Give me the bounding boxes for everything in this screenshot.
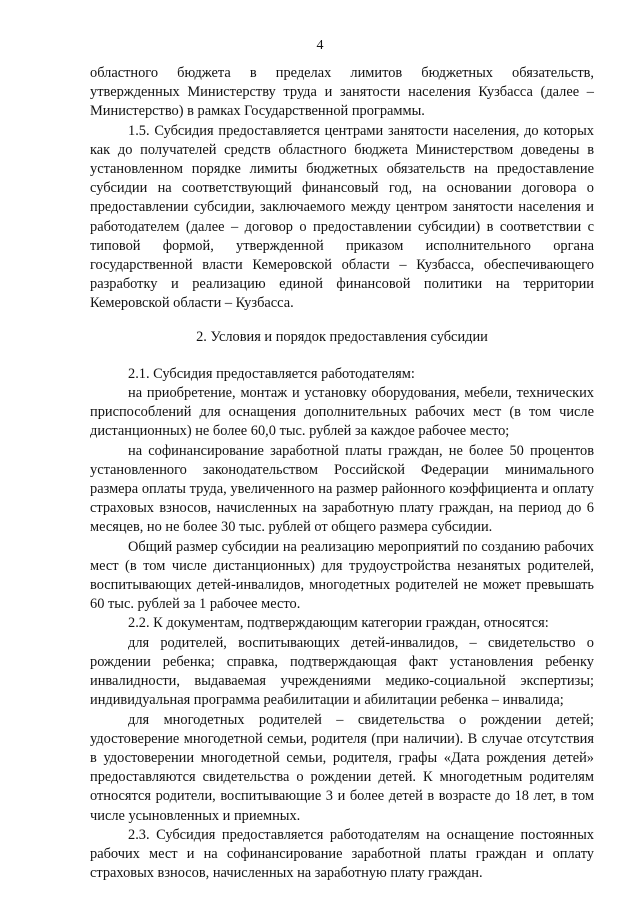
page-number: 4 [316, 38, 324, 53]
paragraph-2-1: 2.1. Субсидия предоставляется работодателям: [128, 365, 415, 382]
paragraph-equipment: на приобретение, монтаж и установку оборудования, мебели, технических приспособлений для оснащения дополнительных рабочих мест (в том числе дистанционных) не более 60,0 тыс. рублей за каждое рабочее место; [90, 385, 594, 440]
paragraph-cofinancing: на софинансирование заработной платы граждан, не более 50 процентов установленного законодательством Российской Федерации минимального размера оплаты труда, увеличенного на размер районного коэффициента и оплату страховых взносов, начисленных на заработную плату граждан, на период до 6 месяцев, но не более 30 тыс. рублей от общего размера субсидии. [90, 442, 594, 536]
paragraph-total-subsidy: Общий размер субсидии на реализацию мероприятий по созданию рабочих мест (в том числе дистанционных) для трудоустройства незанятых родителей, воспитывающих детей-инвалидов, многодетных родителей не может превышать 60 тыс. рублей за 1 рабочее место. [90, 538, 594, 613]
document-body [90, 64, 594, 883]
paragraph-large-family-docs: для многодетных родителей – свидетельства о рождении детей; удостоверение многодетной семьи, родителя (при наличии). В случае отсутствия в удостоверении многодетной семьи, родителя, графы «Дата рождения детей» предоставляются свидетельства о рождении детей. К многодетным родителям относятся родители, воспитывающие 3 и более детей в возрасте до 18 лет, в том числе усыновленных и приемных. [90, 711, 594, 824]
section-heading: 2. Условия и порядок предоставления субсидии [196, 328, 488, 345]
paragraph-2-2: 2.2. К документам, подтверждающим категории граждан, относятся: [128, 615, 549, 632]
paragraph-2-3: 2.3. Субсидия предоставляется работодателям на оснащение постоянных рабочих мест и на софинансирование заработной платы граждан и оплату страховых взносов, начисленных на заработную плату граждан. [90, 826, 594, 882]
paragraph-budget-limits: областного бюджета в пределах лимитов бюджетных обязательств, утвержденных Министерству труда и занятости населения Кузбасса (далее – Министерство) в рамках Государственной программы. [90, 65, 594, 120]
paragraph-1-5: 1.5. Субсидия предоставляется центрами занятости населения, до которых как до получателей средств областного бюджета Министерством доведены в установленном порядке лимиты бюджетных обязательств на предоставление субсидии на соответствующий финансовый год, на основании договора о предоставлении субсидии, заключаемого между центром занятости населения и работодателем (далее – договор о предоставлении субсидии) в соответствии с типовой формой, утвержденной приказом исполнительного органа государственной власти Кемеровской области – Кузбасса, обеспечивающего разработку и реализацию единой финансовой политики на территории Кемеровской области – Кузбасса. [90, 122, 594, 312]
paragraph-disabled-children-docs: для родителей, воспитывающих детей-инвалидов, – свидетельство о рождении ребенка; справка, подтверждающая факт установления ребенку инвалидности, выдаваемая учреждениями медико-социальной экспертизы; индивидуальная программа реабилитации и абилитации ребенка – инвалида; [90, 634, 594, 709]
